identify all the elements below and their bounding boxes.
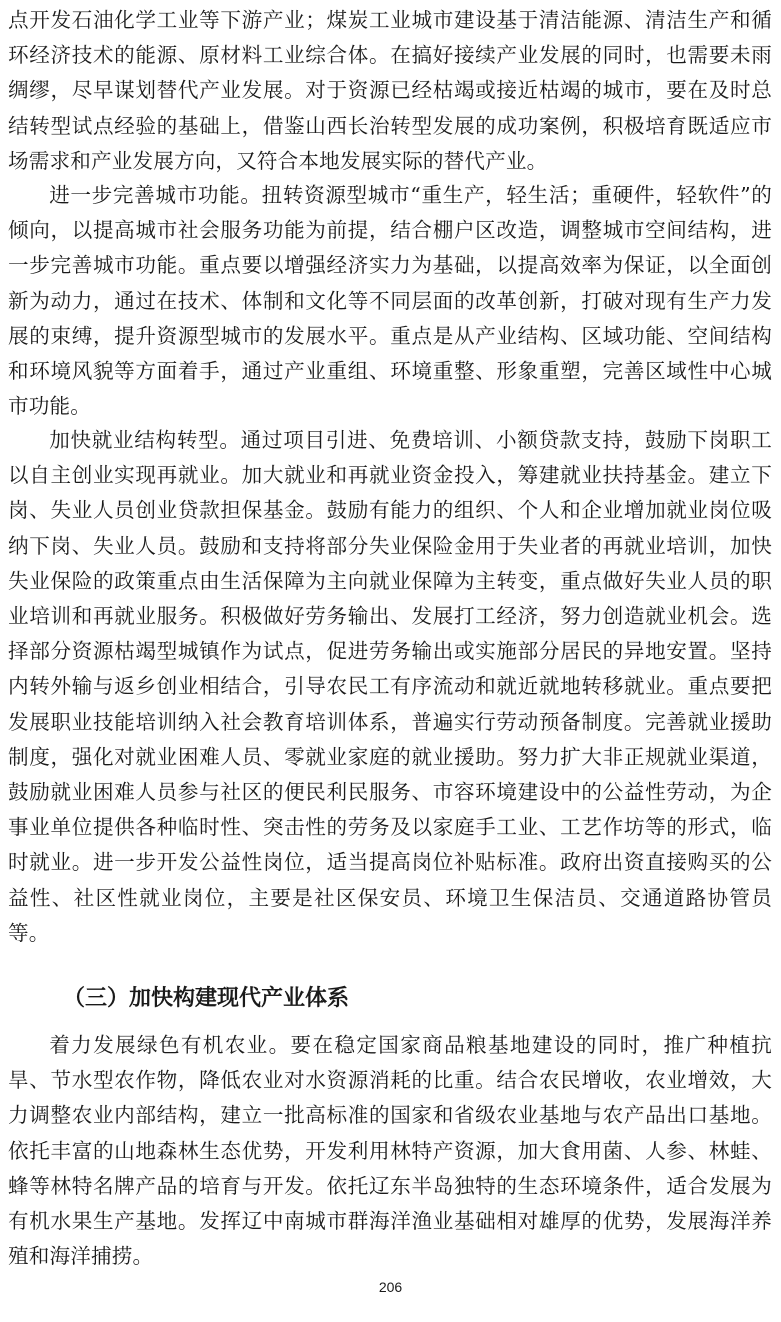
- paragraph-city-functions: 进一步完善城市功能。扭转资源型城市“重生产，轻生活；重硬件，轻软件”的倾向，以提高城市社会服务功能为前提，结合棚户区改造，调整城市空间结构，进一步完善城市功能。重点要以增强经济实力为基础，以提高效率为保证，以全面创新为动力，通过在技术、体制和文化等不同层面的改革创新，打破对现有生产力发展的束缚，提升资源型城市的发展水平。重点是从产业结构、区域功能、空间结构和环境风貌等方面着手，通过产业重组、环境重整、形象重塑，完善区域性中心城市功能。: [8, 183, 772, 419]
- paragraph-green-agriculture: 着力发展绿色有机农业。要在稳定国家商品粮基地建设的同时，推广种植抗旱、节水型农作物，降低农业对水资源消耗的比重。结合农民增收，农业增效，大力调整农业内部结构，建立一批高标准的国家和省级农业基地与农产品出口基地。依托丰富的山地森林生态优势，开发利用林特产资源，加大食用菌、人参、林蛙、蜂等林特名牌产品的培育与开发。依托辽东半岛独特的生态环境条件，适合发展为有机水果生产基地。发挥辽中南城市群海洋渔业基础相对雄厚的优势，发展海洋养殖和海洋捕捞。: [8, 1033, 772, 1269]
- paragraph-employment-transition: 加快就业结构转型。通过项目引进、免费培训、小额贷款支持，鼓励下岗职工以自主创业实现再就业。加大就业和再就业资金投入，筹建就业扶持基金。建立下岗、失业人员创业贷款担保基金。鼓励有能力的组织、个人和企业增加就业岗位吸纳下岗、失业人员。鼓励和支持将部分失业保险金用于失业者的再就业培训，加快失业保险的政策重点由生活保障为主向就业保障为主转变，重点做好失业人员的职业培训和再就业服务。积极做好劳务输出、发展打工经济，努力创造就业机会。选择部分资源枯竭型城镇作为试点，促进劳务输出或实施部分居民的异地安置。坚持内转外输与返乡创业相结合，引导农民工有序流动和就近就地转移就业。重点要把发展职业技能培训纳入社会教育培训体系，普遍实行劳动预备制度。完善就业援助制度，强化对就业困难人员、零就业家庭的就业援助。努力扩大非正规就业渠道，鼓励就业困难人员参与社区的便民利民服务、市容环境建设中的公益性劳动，为企事业单位提供各种临时性、突击性的劳务及以家庭手工业、工艺作坊等的形式，临时就业。进一步开发公益性岗位，适当提高岗位补贴标准。政府出资直接购买的公益性、社区性就业岗位，主要是社区保安员、环境卫生保洁员、交通道路协管员等。: [8, 428, 772, 945]
- section-heading: （三）加快构建现代产业体系: [63, 986, 350, 1011]
- paragraph-continued-industry: 点开发石油化学工业等下游产业；煤炭工业城市建设基于清洁能源、清洁生产和循环经济技术的能源、原材料工业综合体。在搞好接续产业发展的同时，也需要未雨绸缪，尽早谋划替代产业发展。对于资源已经枯竭或接近枯竭的城市，要在及时总结转型试点经验的基础上，借鉴山西长治转型发展的成功案例，积极培育既适应市场需求和产业发展方向，又符合本地发展实际的替代产业。: [8, 8, 772, 173]
- page-number: 206: [378, 1279, 403, 1295]
